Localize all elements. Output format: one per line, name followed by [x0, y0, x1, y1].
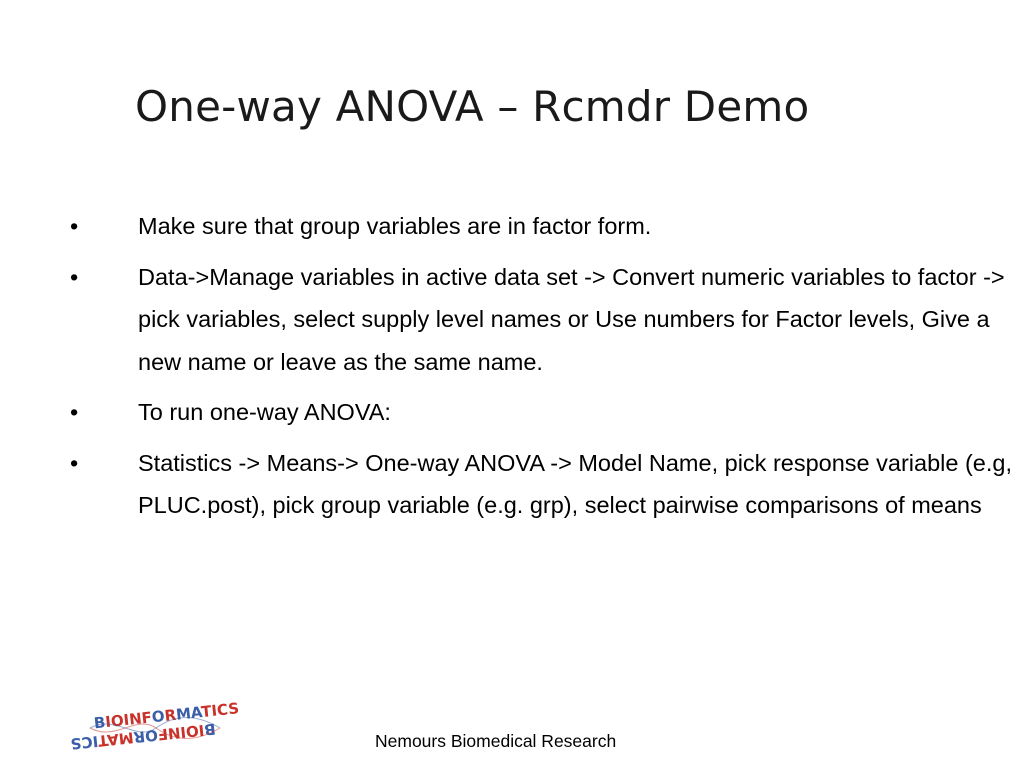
- bullet-list: [0, 205, 1024, 535]
- bullet-marker: •: [70, 399, 79, 425]
- bullet-item: [0, 205, 1024, 248]
- logo-strand-top: BIOINFORMATICS: [93, 699, 240, 733]
- bullet-marker: •: [70, 213, 79, 239]
- logo-strand-bottom: BIOINFORMATICS: [69, 719, 217, 753]
- bullet-item: [0, 256, 1024, 384]
- bullet-item: [0, 442, 1024, 527]
- bioinformatics-logo: [69, 699, 240, 753]
- bullet-text: To run one-way ANOVA:: [138, 399, 391, 425]
- bullet-item: [0, 391, 1024, 434]
- bullet-text: Data->Manage variables in active data set -> Convert numeric variables to factor -> pick variables, select supply level names or Use numbers for Factor levels, Give a new name or leave as the same name.: [138, 263, 1005, 375]
- bullet-marker: •: [70, 263, 79, 290]
- bullet-text: Statistics -> Means-> One-way ANOVA -> Model Name, pick response variable (e.g, PLUC.post), pick group variable (e.g. grp), select pairwise comparisons of means: [138, 449, 1012, 518]
- bullet-marker: •: [70, 449, 79, 476]
- bullet-text: Make sure that group variables are in factor form.: [138, 213, 652, 239]
- slide-title: One-way ANOVA – Rcmdr Demo: [135, 82, 810, 131]
- footer-organization: Nemours Biomedical Research: [375, 731, 617, 751]
